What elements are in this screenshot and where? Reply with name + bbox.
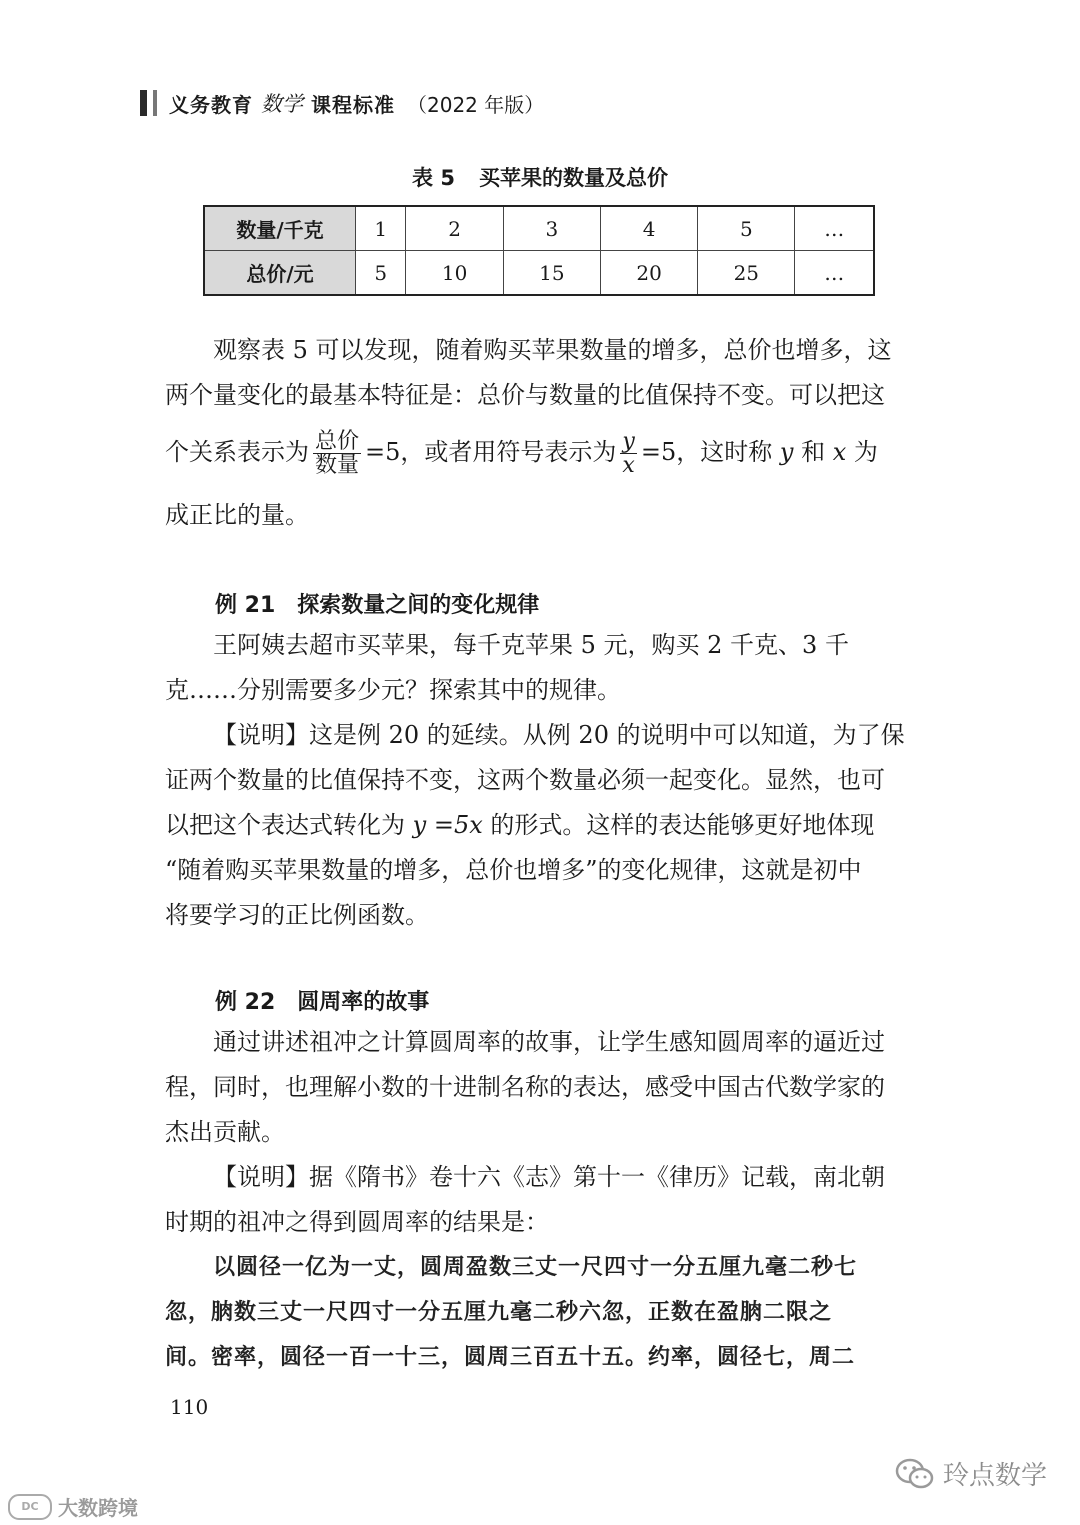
paragraph-line-with-fractions: 个关系表示为 $\frac{\text{总价}}{\text{数量}}$ =5，或者用符号表示为 $\frac{y}{x}$ =5，这时称 y 和 x 为 [165,429,878,479]
table-row-quantity [204,206,874,251]
example-21-title: 例 21 探索数量之间的变化规律 [215,593,540,618]
table-title [0,162,1080,192]
table-cell: 2 [406,206,503,251]
header-bars-icon [140,90,157,116]
apple-price-table [203,205,875,296]
header-title-b: 课程标准 [311,92,395,117]
example-22-note: 【说明】据《隋书》卷十六《志》第十一《律历》记载，南北朝 [213,1163,885,1191]
example-22-quote: 忽，朒数三丈一尺四寸一分五厘九毫二秒六忽，正数在盈朒二限之 [165,1300,833,1325]
example-21-body: 王阿姨去超市买苹果，每千克苹果 5 元，购买 2 千克、3 千 [213,631,849,659]
example-21-note: 将要学习的正比例函数。 [165,901,429,929]
example-22-body: 通过讲述祖冲之计算圆周率的故事，让学生感知圆周率的逼近过 [213,1028,885,1056]
table-cell: 4 [600,206,697,251]
paragraph-line: 两个量变化的最基本特征是：总价与数量的比值保持不变。可以把这 [165,381,885,409]
fraction-total-over-quantity: $\frac{\text{总价}}{\text{数量}}$ [315,429,360,479]
table-cell: 3 [503,206,600,251]
page-number: 110 [170,1395,209,1419]
example-21-body: 克……分别需要多少元？探索其中的规律。 [165,676,621,704]
paragraph-line: 成正比的量。 [165,501,309,529]
header-title-math: 数学 [261,92,303,116]
equation: y =5x [412,811,483,839]
example-22-body: 杰出贡献。 [165,1118,285,1146]
example-22-body: 程，同时，也理解小数的十进制名称的表达，感受中国古代数学家的 [165,1073,885,1101]
example-21-note: 证两个数量的比值保持不变，这两个数量必须一起变化。显然，也可 [165,766,885,794]
paragraph-line: 观察表 5 可以发现，随着购买苹果数量的增多，总价也增多，这 [213,336,892,364]
table-caption: 买苹果的数量及总价 [478,166,668,190]
table-cell: … [795,206,874,251]
brand-logo-icon: DC [8,1494,52,1520]
example-21-note: “随着购买苹果数量的增多，总价也增多”的变化规律，这就是初中 [165,856,862,884]
watermark-left: DC 大数跨境 [8,1492,138,1521]
table-row-total-price [204,251,874,296]
table-cell: 25 [698,251,795,296]
wechat-icon [895,1457,935,1491]
example-21-note: 【说明】这是例 20 的延续。从例 20 的说明中可以知道，为了保 [213,721,905,749]
table-cell: … [795,251,874,296]
fraction-y-over-x: $\frac{y}{x}$ [622,429,635,479]
watermark-right: 玲点数学 [895,1455,1047,1492]
example-22-quote: 以圆径一亿为一丈，圆周盈数三丈一尺四寸一分五厘九毫二秒七 [213,1255,858,1280]
example-22-title: 例 22 圆周率的故事 [215,990,430,1015]
table-cell: 5 [356,251,406,296]
table-number: 表 5 [412,166,455,190]
table-cell: 15 [503,251,600,296]
table-cell: 10 [406,251,503,296]
row-header: 数量/千克 [204,206,356,251]
running-header [140,88,544,118]
example-22-quote: 间。密率，圆径一百一十三，圆周三百五十五。约率，圆径七，周二 [165,1345,856,1370]
example-22-note: 时期的祖冲之得到圆周率的结果是： [165,1208,549,1236]
header-edition: （2022 年版） [407,92,545,117]
header-title-a: 义务教育 [169,92,253,117]
table-cell: 1 [356,206,406,251]
table-cell: 5 [698,206,795,251]
table-cell: 20 [600,251,697,296]
example-21-note: 以把这个表达式转化为 y =5x 的形式。这样的表达能够更好地体现 [165,811,875,839]
row-header: 总价/元 [204,251,356,296]
